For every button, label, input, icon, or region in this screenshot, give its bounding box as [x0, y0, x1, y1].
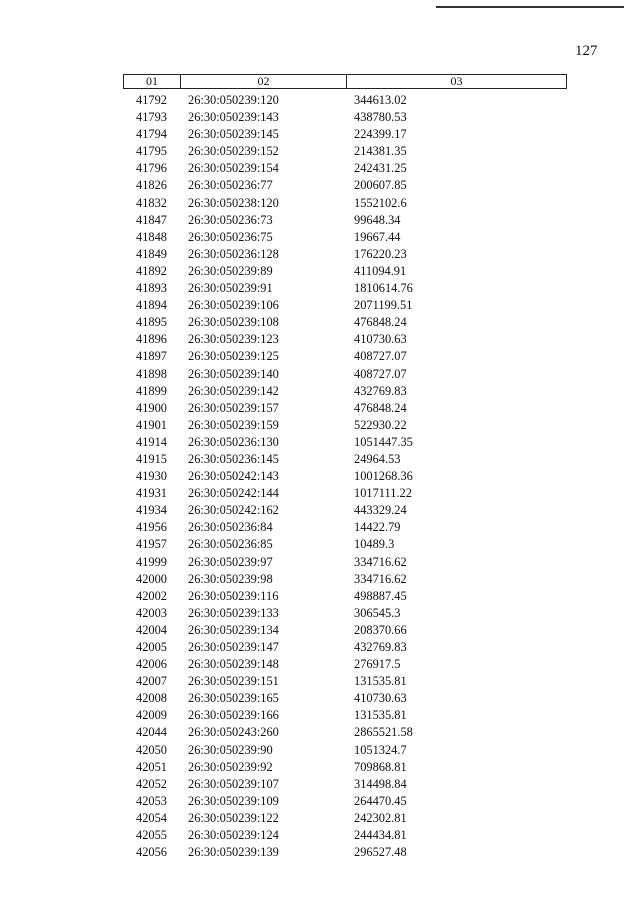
value-cell: 276917.5	[354, 657, 401, 672]
top-rule	[436, 6, 624, 8]
table-row	[123, 639, 567, 656]
row-number-cell: 41793	[136, 110, 167, 125]
value-cell: 709868.81	[354, 759, 407, 774]
row-number-cell: 42007	[136, 674, 167, 689]
table-row	[123, 160, 567, 177]
cadastral-number-cell: 26:30:050242:144	[188, 486, 279, 501]
value-cell: 443329.24	[354, 503, 407, 518]
row-number-cell: 41792	[136, 93, 167, 107]
table-row	[123, 92, 567, 109]
table-row	[123, 810, 567, 827]
cadastral-number-cell: 26:30:050236:130	[188, 434, 279, 449]
value-cell: 476848.24	[354, 315, 407, 330]
value-cell: 131535.81	[354, 708, 407, 723]
table-row	[123, 519, 567, 536]
value-cell: 99648.34	[354, 212, 401, 227]
cadastral-number-cell: 26:30:050239:166	[188, 708, 279, 723]
cadastral-number-cell: 26:30:050236:85	[188, 537, 273, 552]
row-number-cell: 41930	[136, 469, 167, 484]
value-cell: 19667.44	[354, 229, 401, 244]
value-cell: 498887.45	[354, 588, 407, 603]
row-number-cell: 41892	[136, 263, 167, 278]
page-number: 127	[575, 43, 598, 59]
table-row	[123, 690, 567, 707]
row-number-cell: 41895	[136, 315, 167, 330]
row-number-cell: 41847	[136, 212, 167, 227]
table-row	[123, 571, 567, 588]
table-row	[123, 143, 567, 160]
cadastral-number-cell: 26:30:050239:148	[188, 657, 279, 672]
row-number-cell: 41848	[136, 229, 167, 244]
cadastral-number-cell: 26:30:050236:75	[188, 229, 273, 244]
cadastral-number-cell: 26:30:050239:133	[188, 605, 279, 620]
cadastral-number-cell: 26:30:050239:98	[188, 571, 273, 586]
row-number-cell: 41795	[136, 144, 167, 159]
row-number-cell: 42005	[136, 640, 167, 654]
cadastral-number-cell: 26:30:050239:120	[188, 93, 279, 107]
value-cell: 264470.45	[354, 793, 407, 808]
value-cell: 2865521.58	[354, 725, 413, 740]
value-cell: 214381.35	[354, 144, 407, 159]
value-cell: 334716.62	[354, 554, 407, 569]
value-cell: 408727.07	[354, 366, 407, 381]
row-number-cell: 41931	[136, 486, 167, 501]
column-header-01: 01	[124, 75, 181, 88]
row-number-cell: 42009	[136, 708, 167, 723]
cadastral-number-cell: 26:30:050239:147	[188, 640, 279, 654]
table-row	[123, 605, 567, 622]
cadastral-number-cell: 26:30:050239:159	[188, 417, 279, 432]
cadastral-number-cell: 26:30:050236:128	[188, 246, 279, 261]
cadastral-number-cell: 26:30:050239:106	[188, 298, 279, 313]
cadastral-number-cell: 26:30:050238:120	[188, 195, 279, 210]
row-number-cell: 42050	[136, 742, 167, 757]
table-row	[123, 246, 567, 263]
cadastral-number-cell: 26:30:050239:151	[188, 674, 279, 689]
row-number-cell: 41899	[136, 383, 167, 398]
table-row	[123, 776, 567, 793]
table-row	[123, 366, 567, 383]
cadastral-number-cell: 26:30:050239:125	[188, 349, 279, 364]
value-cell: 131535.81	[354, 674, 407, 689]
cadastral-number-cell: 26:30:050236:73	[188, 212, 273, 227]
cadastral-number-cell: 26:30:050239:108	[188, 315, 279, 330]
column-header-02: 02	[181, 75, 347, 88]
row-number-cell: 42006	[136, 657, 167, 672]
value-cell: 306545.3	[354, 605, 401, 620]
cadastral-number-cell: 26:30:050239:154	[188, 161, 279, 176]
value-cell: 242431.25	[354, 161, 407, 176]
cadastral-number-cell: 26:30:050236:145	[188, 451, 279, 466]
table-row	[123, 400, 567, 417]
value-cell: 476848.24	[354, 400, 407, 415]
table-row	[123, 331, 567, 348]
table-row	[123, 759, 567, 776]
value-cell: 24964.53	[354, 451, 401, 466]
cadastral-number-cell: 26:30:050239:152	[188, 144, 279, 159]
row-number-cell: 42055	[136, 828, 167, 843]
row-number-cell: 42003	[136, 605, 167, 620]
value-cell: 200607.85	[354, 178, 407, 193]
value-cell: 14422.79	[354, 520, 401, 535]
value-cell: 1552102.6	[354, 195, 407, 210]
value-cell: 410730.63	[354, 332, 407, 347]
row-number-cell: 41898	[136, 366, 167, 381]
cadastral-number-cell: 26:30:050242:162	[188, 503, 279, 518]
table-row	[123, 297, 567, 314]
cadastral-number-cell: 26:30:050242:143	[188, 469, 279, 484]
table-row	[123, 742, 567, 759]
row-number-cell: 41915	[136, 451, 167, 466]
table-row	[123, 844, 567, 861]
cadastral-number-cell: 26:30:050239:139	[188, 845, 279, 860]
value-cell: 438780.53	[354, 110, 407, 125]
value-cell: 1001268.36	[354, 469, 413, 484]
value-cell: 1810614.76	[354, 281, 413, 296]
table-row	[123, 417, 567, 434]
value-cell: 411094.91	[354, 263, 407, 278]
table-row	[123, 434, 567, 451]
table-row	[123, 383, 567, 400]
row-number-cell: 41914	[136, 434, 167, 449]
row-number-cell: 41826	[136, 178, 167, 193]
table-row	[123, 126, 567, 143]
table-row	[123, 656, 567, 673]
value-cell: 1051324.7	[354, 742, 407, 757]
cadastral-number-cell: 26:30:050239:107	[188, 776, 279, 791]
row-number-cell: 42044	[136, 725, 167, 740]
cadastral-number-cell: 26:30:050239:143	[188, 110, 279, 125]
row-number-cell: 41900	[136, 400, 167, 415]
row-number-cell: 41956	[136, 520, 167, 535]
value-cell: 344613.02	[354, 93, 407, 107]
row-number-cell: 42000	[136, 571, 167, 586]
row-number-cell: 42008	[136, 691, 167, 706]
cadastral-number-cell: 26:30:050239:124	[188, 828, 279, 843]
cadastral-number-cell: 26:30:050239:89	[188, 263, 273, 278]
row-number-cell: 41893	[136, 281, 167, 296]
row-number-cell: 42052	[136, 776, 167, 791]
value-cell: 432769.83	[354, 383, 407, 398]
value-cell: 208370.66	[354, 622, 407, 637]
table-row	[123, 229, 567, 246]
row-number-cell: 42002	[136, 588, 167, 603]
cadastral-number-cell: 26:30:050243:260	[188, 725, 279, 740]
row-number-cell: 41957	[136, 537, 167, 552]
cadastral-number-cell: 26:30:050239:140	[188, 366, 279, 381]
table-row	[123, 707, 567, 724]
value-cell: 244434.81	[354, 828, 407, 843]
table-row	[123, 554, 567, 571]
table-body	[123, 92, 567, 861]
table-row	[123, 793, 567, 810]
value-cell: 10489.3	[354, 537, 395, 552]
row-number-cell: 41794	[136, 127, 167, 142]
table-row	[123, 314, 567, 331]
cadastral-number-cell: 26:30:050239:109	[188, 793, 279, 808]
cadastral-number-cell: 26:30:050239:122	[188, 810, 279, 825]
value-cell: 242302.81	[354, 810, 407, 825]
row-number-cell: 41999	[136, 554, 167, 569]
table-row	[123, 622, 567, 639]
value-cell: 1051447.35	[354, 434, 413, 449]
data-table	[123, 74, 567, 861]
value-cell: 296527.48	[354, 845, 407, 860]
cadastral-number-cell: 26:30:050239:92	[188, 759, 273, 774]
table-row	[123, 212, 567, 229]
value-cell: 224399.17	[354, 127, 407, 142]
cadastral-number-cell: 26:30:050239:134	[188, 622, 279, 637]
value-cell: 408727.07	[354, 349, 407, 364]
row-number-cell: 42051	[136, 759, 167, 774]
value-cell: 432769.83	[354, 640, 407, 654]
row-number-cell: 41897	[136, 349, 167, 364]
table-row	[123, 177, 567, 194]
table-row	[123, 724, 567, 741]
row-number-cell: 42053	[136, 793, 167, 808]
value-cell: 176220.23	[354, 246, 407, 261]
table-row	[123, 468, 567, 485]
table-row	[123, 109, 567, 126]
value-cell: 334716.62	[354, 571, 407, 586]
cadastral-number-cell: 26:30:050239:157	[188, 400, 279, 415]
row-number-cell: 41901	[136, 417, 167, 432]
table-row	[123, 485, 567, 502]
row-number-cell: 41832	[136, 195, 167, 210]
cadastral-number-cell: 26:30:050239:97	[188, 554, 273, 569]
table-header	[123, 74, 567, 89]
row-number-cell: 42004	[136, 622, 167, 637]
table-row	[123, 195, 567, 212]
cadastral-number-cell: 26:30:050236:84	[188, 520, 273, 535]
row-number-cell: 41934	[136, 503, 167, 518]
table-row	[123, 348, 567, 365]
table-row	[123, 280, 567, 297]
cadastral-number-cell: 26:30:050239:165	[188, 691, 279, 706]
table-row	[123, 451, 567, 468]
column-header-03: 03	[450, 74, 463, 88]
value-cell: 314498.84	[354, 776, 407, 791]
cadastral-number-cell: 26:30:050239:116	[188, 588, 279, 603]
table-row	[123, 588, 567, 605]
cadastral-number-cell: 26:30:050239:145	[188, 127, 279, 142]
row-number-cell: 41894	[136, 298, 167, 313]
cadastral-number-cell: 26:30:050239:90	[188, 742, 273, 757]
value-cell: 1017111.22	[354, 486, 412, 501]
row-number-cell: 41796	[136, 161, 167, 176]
cadastral-number-cell: 26:30:050239:142	[188, 383, 279, 398]
row-number-cell: 42054	[136, 810, 167, 825]
table-row	[123, 263, 567, 280]
cadastral-number-cell: 26:30:050236:77	[188, 178, 273, 193]
table-row	[123, 536, 567, 553]
cadastral-number-cell: 26:30:050239:123	[188, 332, 279, 347]
value-cell: 522930.22	[354, 417, 407, 432]
value-cell: 2071199.51	[354, 298, 413, 313]
table-row	[123, 673, 567, 690]
row-number-cell: 42056	[136, 845, 167, 860]
row-number-cell: 41896	[136, 332, 167, 347]
table-row	[123, 827, 567, 844]
row-number-cell: 41849	[136, 246, 167, 261]
value-cell: 410730.63	[354, 691, 407, 706]
cadastral-number-cell: 26:30:050239:91	[188, 281, 273, 296]
table-row	[123, 502, 567, 519]
